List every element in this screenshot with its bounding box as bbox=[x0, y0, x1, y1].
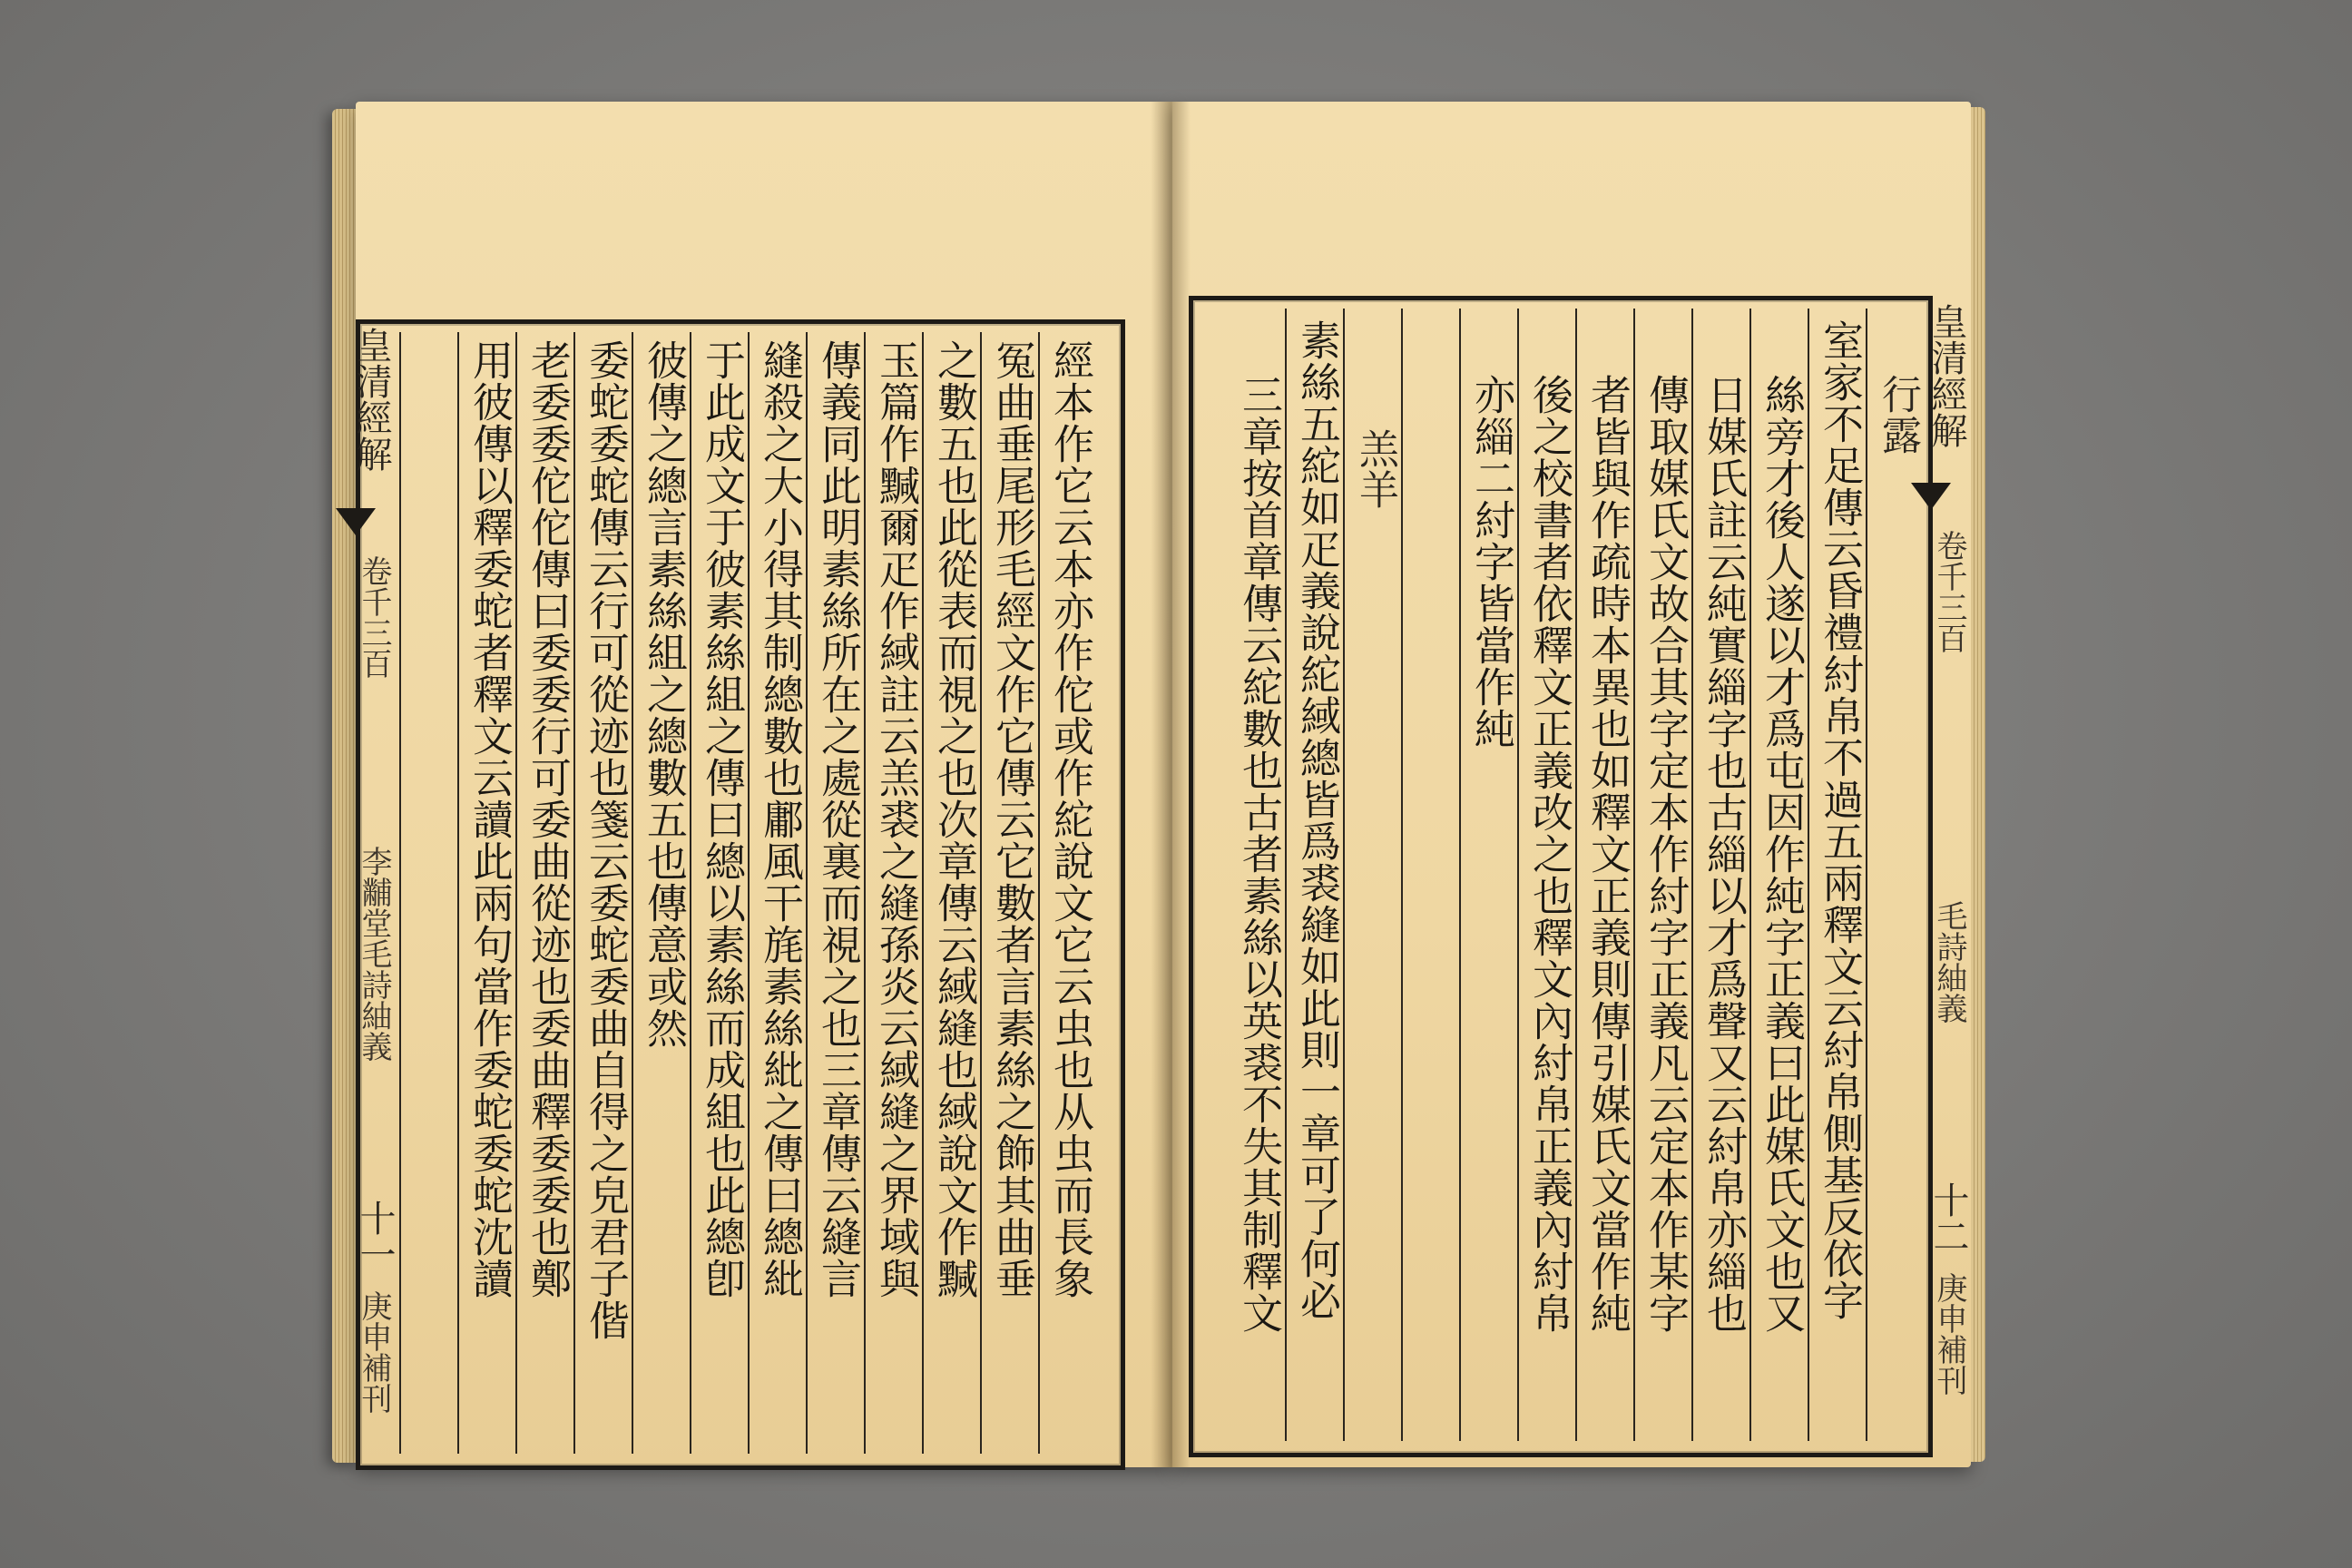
text-column: 用彼傳以釋委蛇者釋文云讀此兩句當作委蛇委蛇沈讀 bbox=[466, 339, 514, 1299]
text-column: 傳義同此明素絲所在之處從裏而視之也三章傳云縫言 bbox=[814, 339, 862, 1299]
text-column: 日媒氏註云純實緇字也古緇以才爲聲又云紂帛亦緇也 bbox=[1700, 374, 1748, 1334]
margin-author: 毛詩紬義 bbox=[1931, 900, 1967, 1024]
text-column: 老委委佗佗傳曰委委行可委曲從迹也委曲釋委委也鄭 bbox=[524, 339, 572, 1299]
column-rule bbox=[632, 332, 633, 1454]
column-rule bbox=[1691, 309, 1693, 1441]
column-rule bbox=[399, 332, 401, 1454]
text-column: 縫殺之大小得其制總數也鄘風干旄素絲紕之傳曰總紕 bbox=[756, 339, 804, 1299]
edition-note: 庚申補刊 bbox=[1931, 1272, 1967, 1396]
text-column: 素絲五紽如疋義說紽緎總皆爲裘縫如此則一章可了何必 bbox=[1293, 319, 1341, 1321]
text-column: 亦緇二紂字皆當作純 bbox=[1467, 374, 1515, 750]
text-column: 彼傳之總言素絲組之總數五也傳意或然 bbox=[640, 339, 688, 1049]
section-heading: 羔羊 bbox=[1352, 428, 1398, 510]
column-rule bbox=[515, 332, 517, 1454]
column-rule bbox=[748, 332, 750, 1454]
text-column: 絲旁才後人遂以才爲屯因作純字正義曰此媒氏文也又 bbox=[1758, 374, 1806, 1334]
column-rule bbox=[1866, 309, 1867, 1441]
column-rule bbox=[573, 332, 575, 1454]
fish-tail-mark bbox=[336, 508, 376, 535]
column-rule bbox=[690, 332, 691, 1454]
column-rule bbox=[806, 332, 808, 1454]
column-rule bbox=[1633, 309, 1635, 1441]
text-column: 者皆與作疏時本異也如釋文正義則傳引媒氏文當作純 bbox=[1583, 374, 1632, 1334]
column-rule bbox=[1459, 309, 1461, 1441]
column-rule bbox=[1401, 309, 1403, 1441]
text-column: 後之校書者依釋文正義改之也釋文內紂帛正義內紂帛 bbox=[1525, 374, 1573, 1334]
column-rule bbox=[1575, 309, 1577, 1441]
margin-volume: 卷千三百 bbox=[356, 555, 392, 679]
column-rule bbox=[864, 332, 866, 1454]
column-rule bbox=[457, 332, 459, 1454]
column-rule bbox=[1343, 309, 1345, 1441]
section-heading: 行露 bbox=[1875, 374, 1921, 456]
margin-title: 皇清經解 bbox=[350, 327, 392, 472]
folio-number: 十二 bbox=[1927, 1181, 1969, 1254]
text-column: 室家不足傳云昏禮紂帛不過五兩釋文云紂帛側基反依字 bbox=[1816, 319, 1864, 1321]
column-rule bbox=[1285, 309, 1287, 1441]
column-rule bbox=[1517, 309, 1519, 1441]
text-column: 之數五也此從表而視之也次章傳云緎縫也緎說文作黬 bbox=[930, 339, 978, 1299]
column-rule bbox=[922, 332, 924, 1454]
right-page bbox=[1172, 102, 1971, 1467]
column-rule bbox=[1038, 332, 1040, 1454]
text-column: 傳取媒氏文故合其字定本作紂字正義凡云定本作某字 bbox=[1642, 374, 1690, 1334]
margin-title: 皇清經解 bbox=[1926, 303, 1967, 448]
column-rule bbox=[1749, 309, 1751, 1441]
column-rule bbox=[980, 332, 982, 1454]
text-column: 經本作它云本亦作佗或作紽說文它云虫也从虫而長象 bbox=[1046, 339, 1094, 1299]
text-column: 玉篇作黬爾疋作緎註云羔裘之縫孫炎云緎縫之界域與 bbox=[872, 339, 920, 1299]
left-page bbox=[350, 102, 1172, 1467]
margin-volume: 卷千三百 bbox=[1931, 530, 1967, 653]
spine-gutter bbox=[1151, 102, 1191, 1467]
text-column: 三章按首章傳云紽數也古者素絲以英裘不失其制釋文 bbox=[1235, 374, 1283, 1334]
text-column: 委蛇委蛇傳云行可從迹也箋云委蛇委曲自得之皃君子偕 bbox=[582, 339, 630, 1341]
folio-number: 十一 bbox=[354, 1200, 396, 1272]
margin-author: 李黼堂毛詩紬義 bbox=[356, 846, 392, 1062]
text-column: 于此成文于彼素絲組之傳曰總以素絲而成組也此總卽 bbox=[698, 339, 746, 1299]
fish-tail-mark bbox=[1911, 483, 1951, 510]
edition-note: 庚申補刊 bbox=[356, 1290, 392, 1414]
column-rule bbox=[1808, 309, 1809, 1441]
text-column: 冤曲垂尾形毛經文作它傳云它數者言素絲之飾其曲垂 bbox=[988, 339, 1036, 1299]
